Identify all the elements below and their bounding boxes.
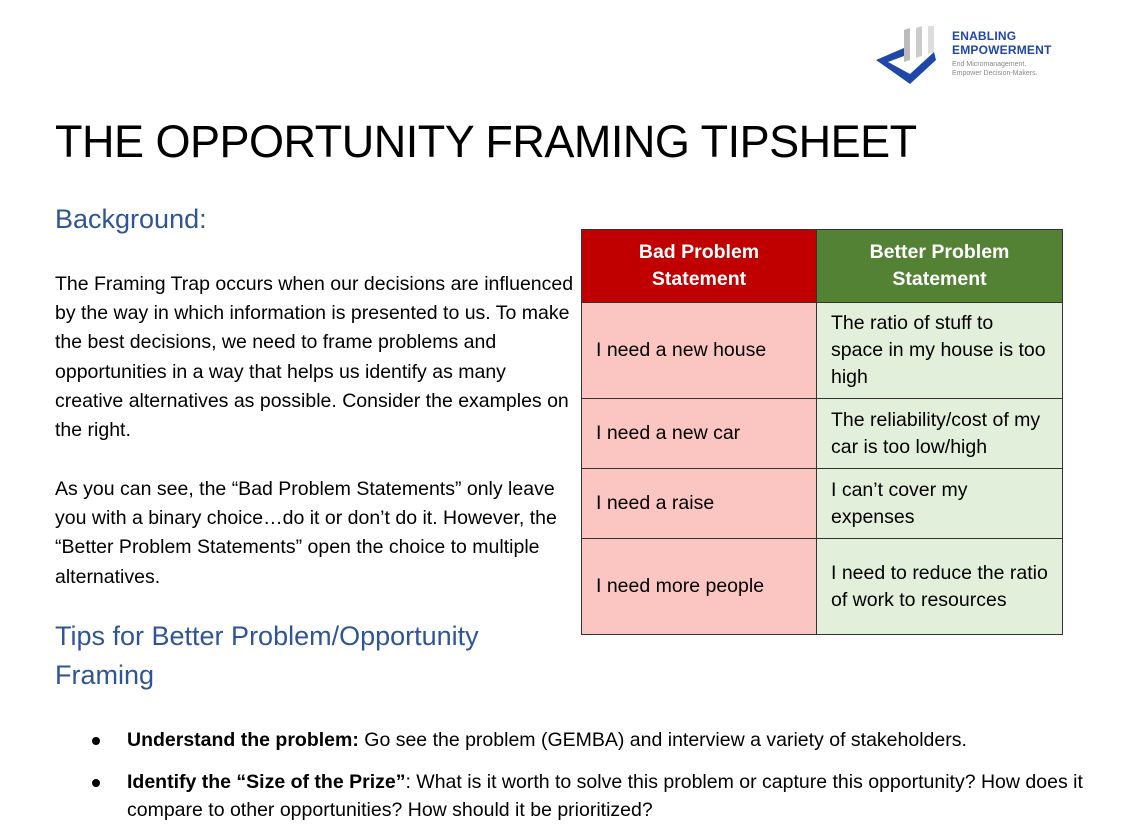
background-heading: Background: [55, 204, 207, 234]
tip-item [90, 726, 1090, 754]
header-bad: Bad Problem Statement [582, 230, 817, 303]
table-header-row [582, 230, 1063, 303]
page-title: THE OPPORTUNITY FRAMING TIPSHEET [55, 116, 917, 167]
bad-cell: I need a new house [582, 303, 817, 399]
tips-heading: Tips for Better Problem/Opportunity Framing [55, 621, 479, 690]
tips-list [90, 726, 1090, 838]
table-row [582, 399, 1063, 469]
better-cell: The ratio of stuff to space in my house is too high [817, 303, 1063, 399]
table-row [582, 469, 1063, 539]
bad-cell: I need a raise [582, 469, 817, 539]
paragraph-binary-choice: As you can see, the “Bad Problem Statements” only leave you with a binary choice…do it or don’t do it. However, the “Better Problem Statements” open the choice to multiple alternatives. [55, 478, 557, 588]
table-row [582, 303, 1063, 399]
tip-item [90, 768, 1090, 824]
tip-title: Identify the “Size of the Prize” [127, 771, 406, 793]
better-cell: I need to reduce the ratio of work to resources [817, 539, 1063, 635]
paragraph-framing-trap: The Framing Trap occurs when our decisions are influenced by the way in which information is presented to us. To make the best decisions, we need to frame problems and opportunities in a way that helps us identify as many creative alternatives as possible. Consider the examples on the right. [55, 273, 574, 442]
logo-tagline-1: End Micromanagement. [952, 61, 1027, 68]
logo-name-1: ENABLING [952, 29, 1017, 43]
table-row [582, 539, 1063, 635]
tip-text: Go see the problem (GEMBA) and interview a variety of stakeholders. [358, 729, 967, 751]
better-cell: I can’t cover my expenses [817, 469, 1063, 539]
bullet-icon [92, 737, 100, 745]
tip-title: Understand the problem: [127, 729, 359, 751]
logo-name-2: EMPOWERMENT [952, 43, 1052, 57]
logo-tagline-2: Empower Decision-Makers. [952, 70, 1038, 77]
bullet-icon [92, 779, 100, 787]
problem-statement-table [581, 229, 1063, 635]
bad-cell: I need more people [582, 539, 817, 635]
company-logo [874, 26, 1074, 86]
better-cell: The reliability/cost of my car is too low/high [817, 399, 1063, 469]
header-better: Better Problem Statement [817, 230, 1063, 303]
tip-text: : What is it worth to solve this problem or capture this opportunity? How does it compare to other opportunities? How should it be prioritized? [127, 771, 1083, 821]
bad-cell: I need a new car [582, 399, 817, 469]
logo-mark-icon [874, 26, 944, 84]
